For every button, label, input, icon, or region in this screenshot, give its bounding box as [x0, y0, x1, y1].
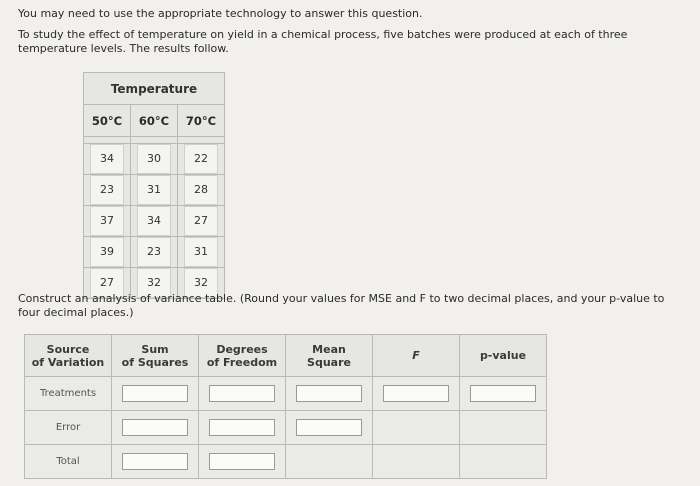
- empty-cell: [286, 445, 373, 479]
- total-ss-input[interactable]: [122, 453, 188, 470]
- header-df-line1: Degrees: [216, 342, 268, 356]
- data-cell: 31: [137, 175, 171, 205]
- treatments-ss-input[interactable]: [122, 385, 188, 402]
- data-cell: 37: [90, 206, 124, 236]
- header-sum-of-squares: [112, 335, 199, 377]
- data-cell: 28: [184, 175, 218, 205]
- header-ss-line2: of Squares: [121, 355, 189, 369]
- treatments-p-value-input[interactable]: [470, 385, 536, 402]
- task-text: Construct an analysis of variance table. (Round your values for MSE and F to two decimal places, and your p-value to four decimal places.): [18, 292, 665, 319]
- row-label-treatments: Treatments: [25, 377, 112, 411]
- temperature-header: Temperature: [84, 73, 225, 105]
- row-label-total: Total: [25, 445, 112, 479]
- data-cell: 23: [137, 237, 171, 267]
- empty-cell: [373, 411, 460, 445]
- error-ss-input[interactable]: [122, 419, 188, 436]
- header-p-value: p-value: [460, 335, 547, 377]
- instruction-text: You may need to use the appropriate technology to answer this question.: [18, 7, 423, 20]
- empty-cell: [373, 445, 460, 479]
- treatments-df-input[interactable]: [209, 385, 275, 402]
- table-row: [84, 237, 225, 268]
- problem-text: To study the effect of temperature on yield in a chemical process, five batches were produced at each of three temperature levels. The results follow.: [18, 28, 628, 55]
- data-cell: 23: [90, 175, 124, 205]
- data-cell: 30: [137, 144, 171, 174]
- data-cell: 31: [184, 237, 218, 267]
- column-header-50c: 50°C: [84, 105, 131, 137]
- temperature-data-table: [83, 72, 225, 299]
- data-cell: 34: [90, 144, 124, 174]
- anova-row-total: [25, 445, 547, 479]
- header-ss-line1: Sum: [141, 342, 169, 356]
- header-ms-line2: Square: [307, 355, 351, 369]
- data-cell: 27: [184, 206, 218, 236]
- anova-row-error: [25, 411, 547, 445]
- data-cell: 32: [137, 268, 171, 298]
- header-f: F: [373, 335, 460, 377]
- empty-cell: [460, 445, 547, 479]
- header-source-line2: of Variation: [31, 355, 105, 369]
- column-header-70c: 70°C: [178, 105, 225, 137]
- header-source: [25, 335, 112, 377]
- data-cell: 39: [90, 237, 124, 267]
- error-df-input[interactable]: [209, 419, 275, 436]
- table-row: [84, 175, 225, 206]
- error-ms-input[interactable]: [296, 419, 362, 436]
- total-df-input[interactable]: [209, 453, 275, 470]
- treatments-ms-input[interactable]: [296, 385, 362, 402]
- column-header-60c: 60°C: [131, 105, 178, 137]
- table-row: [84, 144, 225, 175]
- anova-table: [24, 334, 547, 479]
- header-df-line2: of Freedom: [206, 355, 278, 369]
- anova-header-row: [25, 335, 547, 377]
- row-label-error: Error: [25, 411, 112, 445]
- header-mean-square: [286, 335, 373, 377]
- header-ms-line1: Mean: [312, 342, 346, 356]
- anova-row-treatments: [25, 377, 547, 411]
- header-source-line1: Source: [46, 342, 90, 356]
- data-cell: 22: [184, 144, 218, 174]
- header-degrees-of-freedom: [199, 335, 286, 377]
- empty-cell: [460, 411, 547, 445]
- data-cell: 34: [137, 206, 171, 236]
- treatments-f-input[interactable]: [383, 385, 449, 402]
- data-cell: 27: [90, 268, 124, 298]
- table-row: [84, 206, 225, 237]
- data-cell: 32: [184, 268, 218, 298]
